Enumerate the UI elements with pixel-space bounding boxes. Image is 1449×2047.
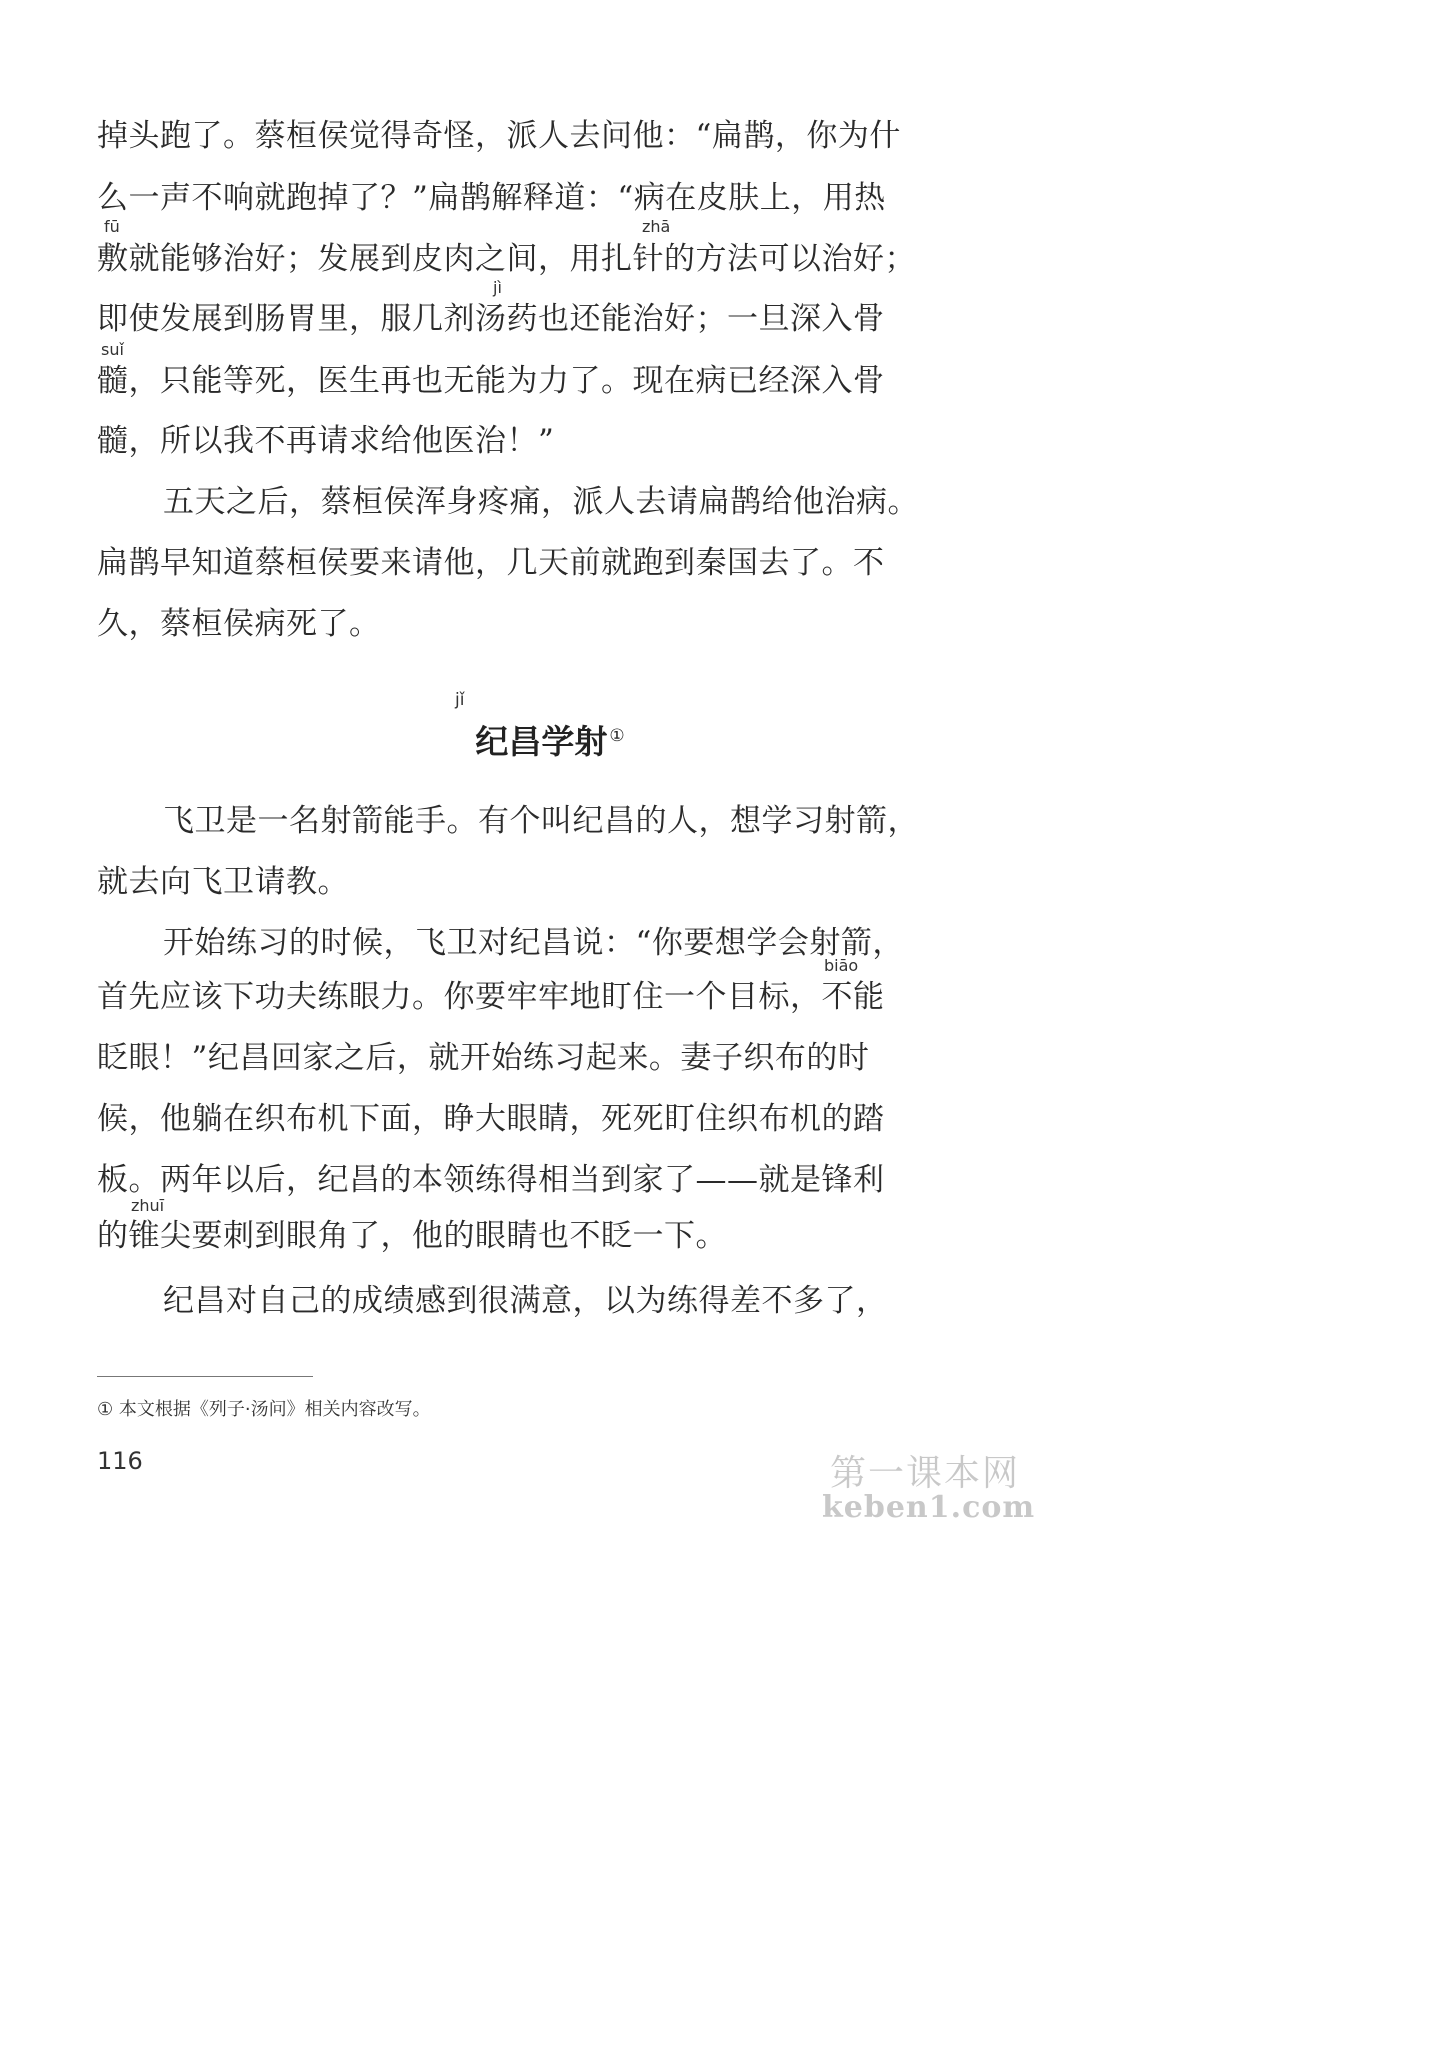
pinyin-annotation: suǐ <box>101 340 124 359</box>
footnote: ① 本文根据《列子·汤问》相关内容改写。 <box>97 1399 431 1420</box>
text-line: 掉头跑了。蔡桓侯觉得奇怪，派人去问他：“扁鹊，你为什 <box>97 118 901 154</box>
watermark-line-2: keben1.com <box>822 1490 1036 1525</box>
text-line: 髓，所以我不再请求给他医治！” <box>97 423 555 459</box>
pinyin-annotation: zhā <box>642 217 671 236</box>
text-line: 板。两年以后，纪昌的本领练得相当到家了——就是锋利 <box>97 1162 885 1198</box>
text-line: 眨眼！”纪昌回家之后，就开始练习起来。妻子织布的时 <box>97 1040 870 1076</box>
text-line: 扁鹊早知道蔡桓侯要来请他，几天前就跑到秦国去了。不 <box>97 545 885 581</box>
text-line: 五天之后，蔡桓侯浑身疼痛，派人去请扁鹊给他治病。 <box>163 484 919 520</box>
text-line: 就去向飞卫请教。 <box>97 864 349 900</box>
title-pinyin: jǐ <box>455 690 465 710</box>
text-line: 的锥尖要刺到眼角了，他的眼睛也不眨一下。 <box>97 1218 727 1254</box>
text-line: 首先应该下功夫练眼力。你要牢牢地盯住一个目标，不能 <box>97 979 885 1015</box>
pinyin-annotation: zhuī <box>131 1196 165 1215</box>
text-line: 开始练习的时候，飞卫对纪昌说：“你要想学会射箭， <box>163 925 904 961</box>
section-title-text: 纪昌学射 <box>475 722 608 761</box>
pinyin-annotation: biāo <box>824 956 859 975</box>
text-line: 即使发展到肠胃里，服几剂汤药也还能治好；一旦深入骨 <box>97 301 885 337</box>
pinyin-annotation: jì <box>493 278 502 297</box>
text-line: 髓，只能等死，医生再也无能为力了。现在病已经深入骨 <box>97 363 885 399</box>
text-line: 飞卫是一名射箭能手。有个叫纪昌的人，想学习射箭， <box>163 803 919 839</box>
footnote-reference: ① <box>609 726 625 746</box>
text-line: 敷就能够治好；发展到皮肉之间，用扎针的方法可以治好； <box>97 241 916 277</box>
text-line: 候，他躺在织布机下面，睁大眼睛，死死盯住织布机的踏 <box>97 1101 885 1137</box>
page-number: 116 <box>97 1447 143 1475</box>
text-line: 久，蔡桓侯病死了。 <box>97 606 381 642</box>
watermark-line-1: 第一课本网 <box>830 1453 1021 1494</box>
pinyin-annotation: fū <box>104 217 120 236</box>
footnote-divider <box>97 1376 313 1377</box>
section-title <box>0 716 1100 763</box>
text-line: 么一声不响就跑掉了？”扁鹊解释道：“病在皮肤上，用热 <box>97 180 886 216</box>
text-line: 纪昌对自己的成绩感到很满意，以为练得差不多了， <box>163 1283 888 1319</box>
